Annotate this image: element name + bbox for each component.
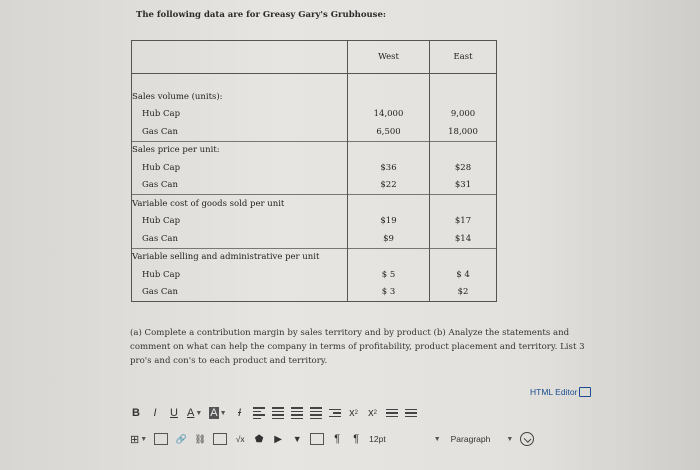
table-row bbox=[132, 159, 497, 177]
table-header-row bbox=[132, 41, 497, 74]
spacer-cell bbox=[430, 74, 497, 89]
image-button[interactable] bbox=[213, 430, 227, 448]
table-row bbox=[132, 195, 497, 213]
west-value bbox=[348, 248, 430, 266]
west-value: $19 bbox=[348, 213, 430, 231]
numbered-list-button[interactable] bbox=[405, 404, 417, 422]
accessibility-button[interactable] bbox=[520, 430, 534, 448]
question-text: (a) Complete a contribution margin by sales territory and by product (b) Analyze the statements and comment on what can help the company in terms of profitability, product placement and territory. List 3 pro's and con's to each product and territory. bbox=[130, 328, 585, 366]
west-value bbox=[348, 195, 430, 213]
unlink-button[interactable] bbox=[194, 430, 206, 448]
caret-icon: ▼ bbox=[506, 435, 514, 443]
align-right-button[interactable] bbox=[291, 404, 303, 422]
east-value: $17 bbox=[430, 213, 497, 231]
row-label: Gas Can bbox=[132, 284, 348, 302]
west-value bbox=[348, 141, 430, 159]
math-icon: √x bbox=[235, 434, 245, 444]
west-value: $ 3 bbox=[348, 284, 430, 302]
table-row bbox=[132, 248, 497, 266]
numbered-list-icon bbox=[405, 409, 417, 418]
indent-icon bbox=[329, 409, 341, 418]
html-editor-link[interactable] bbox=[530, 387, 591, 397]
header-west: West bbox=[348, 41, 430, 74]
east-value: 18,000 bbox=[430, 123, 497, 141]
header-blank bbox=[132, 41, 348, 74]
row-label: Hub Cap bbox=[132, 266, 348, 284]
editor-toolbar bbox=[130, 402, 610, 458]
table-button[interactable] bbox=[130, 430, 147, 448]
west-value: 6,500 bbox=[348, 123, 430, 141]
justify-button[interactable] bbox=[310, 404, 322, 422]
table-row bbox=[132, 284, 497, 302]
accessibility-icon bbox=[520, 432, 534, 446]
html-editor-label: HTML Editor bbox=[530, 387, 578, 397]
east-value: $28 bbox=[430, 159, 497, 177]
bullet-list-icon bbox=[386, 409, 398, 418]
spacer-cell bbox=[132, 74, 348, 89]
justify-icon bbox=[310, 407, 322, 419]
table-row bbox=[132, 106, 497, 124]
align-left-button[interactable] bbox=[253, 404, 265, 422]
pilcrow-rtl-icon: ¶ bbox=[353, 433, 360, 445]
toolbar-row-2 bbox=[130, 428, 541, 450]
east-value bbox=[430, 195, 497, 213]
indent-button[interactable] bbox=[329, 404, 341, 422]
keyboard-icon bbox=[579, 387, 591, 397]
row-label: Hub Cap bbox=[132, 106, 348, 124]
rtl-button[interactable] bbox=[350, 430, 362, 448]
caret-icon: ▼ bbox=[219, 409, 227, 417]
superscript-button[interactable]: x 2 bbox=[349, 407, 358, 419]
table-row bbox=[132, 213, 497, 231]
table-row bbox=[132, 123, 497, 141]
play-button[interactable] bbox=[272, 430, 284, 448]
west-value: $36 bbox=[348, 159, 430, 177]
east-value: $ 4 bbox=[430, 266, 497, 284]
row-label: Hub Cap bbox=[132, 159, 348, 177]
east-value bbox=[430, 141, 497, 159]
image-icon bbox=[213, 433, 227, 445]
caret-icon: ▼ bbox=[433, 435, 441, 443]
text-color-button[interactable] bbox=[187, 404, 202, 422]
intro-text: The following data are for Greasy Gary's Grubhouse: bbox=[136, 10, 387, 20]
highlight-icon: A bbox=[210, 407, 218, 419]
paragraph-select[interactable] bbox=[433, 430, 514, 448]
caret-icon: ▼ bbox=[195, 409, 203, 417]
subscript-button[interactable]: x 2 bbox=[368, 407, 377, 419]
embed-icon bbox=[154, 433, 168, 445]
paragraph-label: Paragraph bbox=[450, 434, 491, 444]
bold-button[interactable]: B bbox=[132, 407, 140, 419]
media-icon: ⬟ bbox=[254, 433, 264, 445]
source-button[interactable] bbox=[310, 430, 324, 448]
bullet-list-button[interactable] bbox=[386, 404, 398, 422]
more-button[interactable] bbox=[291, 430, 303, 448]
unlink-icon: ⛓ bbox=[194, 433, 206, 444]
table-row bbox=[132, 141, 497, 159]
east-value bbox=[430, 88, 497, 106]
row-label: Gas Can bbox=[132, 230, 348, 248]
caret-icon: ▼ bbox=[140, 435, 148, 443]
east-value: 9,000 bbox=[430, 106, 497, 124]
subscript-icon: x bbox=[368, 407, 374, 419]
source-icon bbox=[310, 433, 324, 445]
underline-button[interactable]: U bbox=[170, 407, 178, 419]
west-value: 14,000 bbox=[348, 106, 430, 124]
table-row bbox=[132, 88, 497, 106]
align-center-button[interactable] bbox=[272, 404, 284, 422]
row-label: Hub Cap bbox=[132, 213, 348, 231]
math-button[interactable] bbox=[234, 430, 246, 448]
text-color-icon: A bbox=[187, 407, 195, 419]
table-row bbox=[132, 266, 497, 284]
table-body bbox=[132, 88, 497, 302]
spacer-cell bbox=[348, 74, 430, 89]
east-value: $31 bbox=[430, 177, 497, 195]
data-table bbox=[131, 40, 497, 302]
row-label: Variable cost of goods sold per unit bbox=[132, 195, 348, 213]
superscript-icon: x bbox=[349, 407, 355, 419]
link-button[interactable] bbox=[175, 430, 187, 448]
table-spacer-row bbox=[132, 74, 497, 89]
align-right-icon bbox=[291, 407, 303, 419]
header-east: East bbox=[430, 41, 497, 74]
dropdown-icon: ▼ bbox=[292, 434, 302, 444]
table-row bbox=[132, 177, 497, 195]
west-value: $ 5 bbox=[348, 266, 430, 284]
row-label: Sales price per unit: bbox=[132, 141, 348, 159]
row-label: Sales volume (units): bbox=[132, 88, 348, 106]
row-label: Gas Can bbox=[132, 123, 348, 141]
pilcrow-ltr-icon: ¶ bbox=[334, 433, 341, 445]
west-value: $22 bbox=[348, 177, 430, 195]
clear-format-button[interactable]: I bbox=[238, 407, 242, 419]
table-icon: ⊞ bbox=[130, 433, 140, 446]
link-icon: 🔗 bbox=[175, 433, 187, 444]
italic-button[interactable]: I bbox=[153, 407, 157, 419]
west-value: $9 bbox=[348, 230, 430, 248]
row-label: Gas Can bbox=[132, 177, 348, 195]
embed-button[interactable] bbox=[154, 430, 168, 448]
table-row bbox=[132, 230, 497, 248]
highlight-button[interactable] bbox=[209, 404, 226, 422]
row-label: Variable selling and administrative per unit bbox=[132, 248, 348, 266]
font-size-select[interactable]: 12pt bbox=[369, 434, 386, 444]
east-value: $14 bbox=[430, 230, 497, 248]
align-left-icon bbox=[253, 407, 265, 419]
east-value bbox=[430, 248, 497, 266]
toolbar-row-1 bbox=[130, 402, 424, 424]
align-center-icon bbox=[272, 407, 284, 419]
ltr-button[interactable] bbox=[331, 430, 343, 448]
play-icon: ▶ bbox=[274, 433, 282, 445]
media-button[interactable] bbox=[253, 430, 265, 448]
west-value bbox=[348, 88, 430, 106]
east-value: $2 bbox=[430, 284, 497, 302]
